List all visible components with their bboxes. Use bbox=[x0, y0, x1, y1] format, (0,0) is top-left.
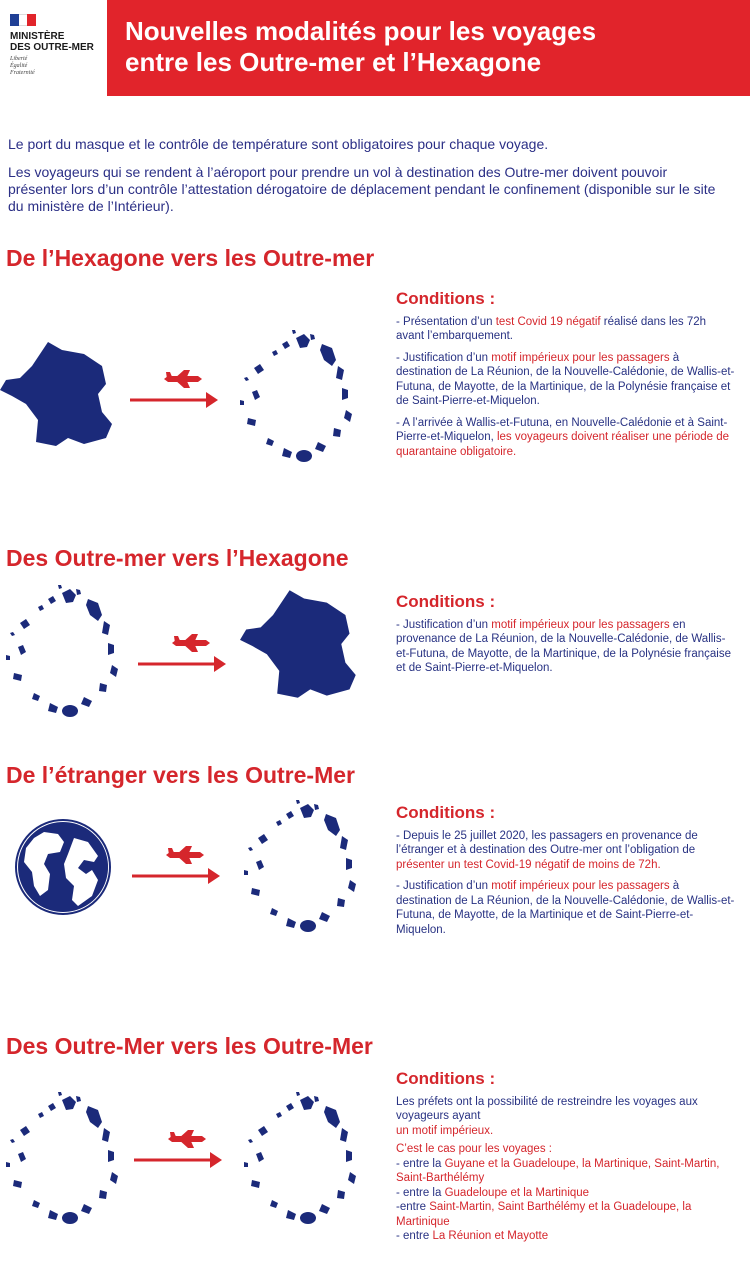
section-title-outremer-to-outremer: Des Outre-Mer vers les Outre-Mer bbox=[6, 1033, 373, 1059]
condition-item: - A l’arrivée à Wallis-et-Futuna, en Nouvelle-Calédonie et à Saint-Pierre-et-Miquelon, les voyageurs doivent réaliser une période de quarantaine obligatoire. bbox=[396, 416, 730, 458]
condition-item: - Présentation d’un test Covid 19 négatif réalisé dans les 72h avant l’embarquement. bbox=[396, 315, 707, 342]
page-title-line1: Nouvelles modalités pour les voyages bbox=[125, 16, 597, 46]
overseas-islands-icon bbox=[238, 1092, 363, 1232]
condition-item: - Depuis le 25 juillet 2020, les passagers en provenance de l’étranger et à destination des Outre-mer ont l’obligation de présenter un test Covid-19 négatif de moins de 72h. bbox=[396, 829, 698, 871]
overseas-islands-icon bbox=[0, 1092, 125, 1232]
conditions-block-2 bbox=[396, 592, 736, 683]
overseas-islands-icon bbox=[234, 330, 359, 470]
overseas-islands-icon bbox=[0, 585, 125, 725]
france-map-icon bbox=[0, 340, 120, 455]
motto bbox=[10, 56, 105, 77]
condition-paragraph: Les préfets ont la possibilité de restreindre les voyages aux voyageurs ayant un motif impérieux. bbox=[396, 1095, 698, 1137]
page-title-line2: entre les Outre-mer et l’Hexagone bbox=[125, 47, 542, 77]
plane-arrow-icon bbox=[130, 370, 222, 415]
french-flag-icon bbox=[10, 14, 36, 26]
conditions-block-1 bbox=[396, 289, 736, 466]
conditions-title: Conditions : bbox=[396, 289, 496, 308]
plane-arrow-icon bbox=[138, 634, 230, 679]
condition-item: - entre la Guyane et la Guadeloupe, la Martinique, Saint-Martin, Saint-Barthélémy bbox=[396, 1157, 720, 1184]
motto-1: Liberté bbox=[10, 56, 28, 62]
globe-icon bbox=[14, 818, 112, 921]
intro-paragraph-1: Le port du masque et le contrôle de température sont obligatoires pour chaque voyage. bbox=[8, 136, 549, 152]
header bbox=[0, 0, 750, 96]
plane-arrow-icon bbox=[134, 1130, 226, 1175]
condition-item: - Justification d’un motif impérieux pour les passagers à destination de La Réunion, de la Nouvelle-Calédonie, de Wallis-et-Futuna, de Mayotte, de la Martinique, de la Polynésie française et de Saint-Pierre-et-Miquelon. bbox=[396, 351, 735, 407]
ministry-logo bbox=[10, 14, 105, 84]
conditions-title: Conditions : bbox=[396, 803, 496, 822]
conditions-block-4 bbox=[396, 1069, 736, 1244]
section-title-hexagone-to-outremer: De l’Hexagone vers les Outre-mer bbox=[6, 245, 375, 271]
france-map-icon bbox=[240, 588, 364, 707]
condition-item: - Justification d’un motif impérieux pour les passagers à destination de La Réunion, de la Nouvelle-Calédonie, de Wallis-et-Futuna, de Mayotte, de la Martinique et de Saint-Pierre-et-Miquelon. bbox=[396, 880, 735, 936]
section-title-etranger-to-outremer: De l’étranger vers les Outre-Mer bbox=[6, 762, 355, 788]
motto-3: Fraternité bbox=[10, 70, 35, 76]
condition-item: - entre la Guadeloupe et la Martinique bbox=[396, 1186, 590, 1199]
overseas-islands-icon bbox=[238, 800, 363, 940]
section-title-outremer-to-hexagone: Des Outre-mer vers l’Hexagone bbox=[6, 545, 349, 571]
title-banner bbox=[107, 0, 750, 96]
motto-2: Égalité bbox=[10, 63, 28, 69]
ministry-name-line2: DES OUTRE-MER bbox=[10, 42, 94, 53]
condition-item: - entre La Réunion et Mayotte bbox=[396, 1230, 549, 1242]
ministry-name-line1: MINISTÈRE bbox=[10, 31, 65, 42]
conditions-title: Conditions : bbox=[396, 592, 496, 611]
conditions-title: Conditions : bbox=[396, 1069, 496, 1088]
condition-item: -entre Saint-Martin, Saint Barthélémy et la Guadeloupe, la Martinique bbox=[396, 1201, 692, 1228]
conditions-block-3 bbox=[396, 803, 736, 944]
condition-item: - Justification d’un motif impérieux pour les passagers en provenance de La Réunion, de la Nouvelle-Calédonie, de Wallis-et-Futuna, de Mayotte, de la Martinique, de la Polynésie française et de Saint-Pierre-et-Miquelon. bbox=[396, 618, 731, 674]
plane-arrow-icon bbox=[132, 846, 224, 891]
intro-paragraph-2: Les voyageurs qui se rendent à l’aéroport pour prendre un vol à destination des Outre-mer doivent pouvoir présenter lors d’un contrôle l’attestation dérogatoire de déplacement pendant le confinement (disponible sur le site du ministère de l’Intérieur). bbox=[8, 164, 716, 214]
condition-subtitle: C’est le cas pour les voyages : bbox=[396, 1143, 552, 1155]
